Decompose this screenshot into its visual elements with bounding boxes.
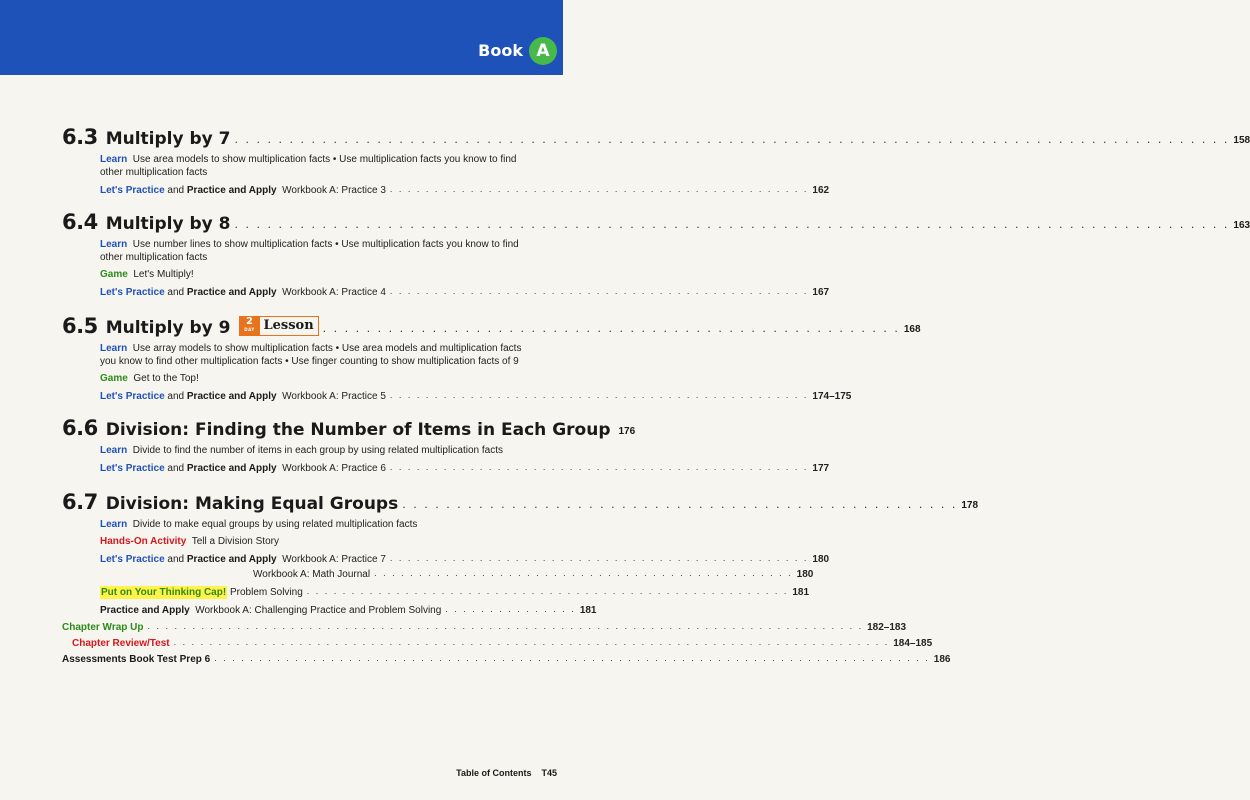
hands-on-item bbox=[100, 535, 532, 548]
section-title: Multiply by 8 bbox=[105, 214, 231, 234]
leader-dots: . . . . . . . . . . . . . . . . . . . . . . . . . . . . . . . . . . . . . . . . . . . . . . . bbox=[389, 184, 809, 194]
section-6-7 bbox=[62, 490, 979, 617]
practice-apply-label: Practice and Apply bbox=[186, 463, 277, 474]
section-page: 178 bbox=[961, 500, 979, 511]
learn-item bbox=[100, 153, 532, 166]
math-journal-row bbox=[100, 567, 814, 581]
leader-dots: . . . . . . . . . . . . . . . . . . . . . . . . . . . . . . . . . . . . . . . . . . . . . . . . . . . . . bbox=[322, 322, 900, 335]
game-text: Get to the Top! bbox=[133, 373, 199, 384]
book-label: Book bbox=[478, 41, 523, 60]
learn-label: Learn bbox=[100, 445, 128, 456]
leader-dots: . . . . . . . . . . . . . . . bbox=[445, 604, 576, 614]
section-page: 158 bbox=[1233, 135, 1250, 146]
section-6-5 bbox=[62, 314, 921, 403]
practice-row bbox=[100, 183, 830, 197]
learn-item-cont bbox=[100, 166, 532, 179]
review-row bbox=[62, 636, 933, 650]
learn-label: Learn bbox=[100, 154, 128, 165]
section-number: 6.6 bbox=[62, 416, 98, 440]
workbook-page: 174–175 bbox=[812, 391, 852, 402]
learn-text: Divide to find the number of items in each group by using related multiplication facts bbox=[132, 445, 503, 456]
workbook-page: 162 bbox=[812, 185, 830, 196]
review-label: Chapter Review/Test bbox=[72, 638, 170, 649]
workbook-page: 180 bbox=[812, 554, 830, 565]
wrap-up-label: Chapter Wrap Up bbox=[62, 622, 144, 633]
leader-dots: . . . . . . . . . . . . . . . . . . . . . . . . . . . . . . . . . . . . . . . . . . . . . . . . . . . . . . . . . . . . . . . . . . . . . . . . . . . . . . . . bbox=[173, 637, 890, 647]
learn-text: Divide to make equal groups by using related multiplication facts bbox=[132, 519, 418, 530]
review-page: 184–185 bbox=[893, 638, 933, 649]
workbook-text: Workbook A: Practice 4 bbox=[282, 287, 386, 298]
challenging-practice-text: Workbook A: Challenging Practice and Problem Solving bbox=[195, 605, 442, 616]
learn-label: Learn bbox=[100, 239, 128, 250]
leader-dots: . . . . . . . . . . . . . . . . . . . . . . . . . . . . . . . . . . . . . . . . . . . . . . . bbox=[389, 462, 809, 472]
learn-text-cont: other multiplication facts bbox=[100, 252, 208, 263]
learn-label: Learn bbox=[100, 343, 128, 354]
hands-on-text: Tell a Division Story bbox=[191, 536, 279, 547]
learn-text-cont: other multiplication facts bbox=[100, 167, 208, 178]
section-title: Multiply by 7 bbox=[105, 129, 231, 149]
workbook-text: Workbook A: Practice 5 bbox=[282, 391, 386, 402]
two-day-lesson-badge bbox=[239, 316, 319, 336]
section-title-row bbox=[62, 314, 921, 338]
workbook-text: Workbook A: Practice 7 bbox=[282, 554, 386, 565]
footer-page-number: T45 bbox=[541, 768, 557, 778]
section-page: 163 bbox=[1233, 220, 1250, 231]
chapter-end-block bbox=[62, 618, 951, 666]
section-page: 168 bbox=[903, 324, 921, 335]
section-page: 176 bbox=[618, 426, 636, 437]
game-item bbox=[100, 372, 532, 385]
learn-text: Use array models to show multiplication facts • Use area models and multiplication facts bbox=[132, 343, 522, 354]
wrap-up-page: 182–183 bbox=[867, 622, 907, 633]
section-6-6 bbox=[62, 416, 830, 475]
leader-dots: . . . . . . . . . . . . . . . . . . . . . . . . . . . . . . . . . . . . . . . . . . . . . . . . . . . . . . . . . . . . . . . . . . . . . . . . . . . . . . . . . . . . . . . . . . . bbox=[234, 133, 1230, 146]
math-journal-text: Workbook A: Math Journal bbox=[253, 569, 371, 580]
book-letter-badge: A bbox=[529, 37, 557, 65]
leader-dots: . . . . . . . . . . . . . . . . . . . . . . . . . . . . . . . . . . . . . . . . . . . . . . . . . . . . . . . . . . . . . . . . . . . . . . . . . . . . . . . . bbox=[214, 653, 930, 663]
thinking-cap-row bbox=[100, 585, 810, 599]
learn-item bbox=[100, 444, 532, 457]
learn-label: Learn bbox=[100, 519, 128, 530]
assessments-page: 186 bbox=[933, 654, 951, 665]
and-text: and bbox=[167, 185, 185, 196]
practice-apply-label: Practice and Apply bbox=[100, 605, 190, 616]
practice-apply-label: Practice and Apply bbox=[186, 185, 277, 196]
section-6-4 bbox=[62, 210, 1250, 299]
learn-item-cont bbox=[100, 355, 532, 368]
leader-dots: . . . . . . . . . . . . . . . . . . . . . . . . . . . . . . . . . . . . . . . . . . . . . . . . . . . bbox=[402, 498, 958, 511]
game-item bbox=[100, 268, 532, 281]
leader-dots: . . . . . . . . . . . . . . . . . . . . . . . . . . . . . . . . . . . . . . . . . . . . . . . . . . . . . . . . . . . . . . . . . . . . . . . . . . . . . . . . bbox=[147, 621, 864, 631]
thinking-cap-label: Put on Your Thinking Cap! bbox=[101, 587, 227, 598]
footer-label: Table of Contents bbox=[456, 768, 532, 778]
leader-dots: . . . . . . . . . . . . . . . . . . . . . . . . . . . . . . . . . . . . . . . . . . . . . . . bbox=[389, 390, 809, 400]
thinking-cap-page: 181 bbox=[792, 587, 810, 598]
day-label: DAY bbox=[244, 327, 255, 332]
learn-text: Use area models to show multiplication facts • Use multiplication facts you know to find bbox=[132, 154, 517, 165]
practice-apply-label: Practice and Apply bbox=[186, 391, 277, 402]
leader-dots: . . . . . . . . . . . . . . . . . . . . . . . . . . . . . . . . . . . . . . . . . . . . . . . bbox=[374, 568, 793, 578]
learn-text: Use number lines to show multiplication facts • Use multiplication facts you know to find bbox=[132, 239, 519, 250]
leader-dots: . . . . . . . . . . . . . . . . . . . . . . . . . . . . . . . . . . . . . . . . . . . . . . . bbox=[389, 553, 809, 563]
page-footer bbox=[456, 768, 557, 778]
lets-practice-label: Let's Practice bbox=[100, 185, 165, 196]
lets-practice-label: Let's Practice bbox=[100, 391, 165, 402]
and-text: and bbox=[167, 463, 185, 474]
section-title-row bbox=[62, 210, 1250, 234]
game-label: Game bbox=[100, 269, 128, 280]
section-title-row bbox=[62, 125, 1250, 149]
leader-dots: . . . . . . . . . . . . . . . . . . . . . . . . . . . . . . . . . . . . . . . . . . . . . . . . . . . . . . . . . . . . . . . . . . . . . . . . . . . . . . . . . . . . . . . . . . . bbox=[234, 218, 1230, 231]
section-title-row bbox=[62, 490, 979, 514]
learn-item bbox=[100, 342, 532, 355]
lets-practice-label: Let's Practice bbox=[100, 554, 165, 565]
section-title: Division: Making Equal Groups bbox=[105, 494, 399, 514]
and-text: and bbox=[167, 287, 185, 298]
practice-apply-label: Practice and Apply bbox=[186, 554, 277, 565]
workbook-page: 177 bbox=[812, 463, 830, 474]
section-number: 6.4 bbox=[62, 210, 98, 234]
learn-item bbox=[100, 238, 532, 251]
practice-apply-label: Practice and Apply bbox=[186, 287, 277, 298]
section-title-row bbox=[62, 416, 636, 440]
game-text: Let's Multiply! bbox=[133, 269, 194, 280]
section-number: 6.3 bbox=[62, 125, 98, 149]
day-count bbox=[240, 317, 260, 335]
leader-dots: . . . . . . . . . . . . . . . . . . . . . . . . . . . . . . . . . . . . . . . . . . . . . . . . . . . . . . bbox=[306, 586, 789, 596]
thinking-cap-text: Problem Solving bbox=[229, 587, 303, 598]
header-band bbox=[0, 0, 563, 75]
hands-on-label: Hands-On Activity bbox=[100, 536, 187, 547]
section-title: Division: Finding the Number of Items in Each Group bbox=[105, 420, 611, 440]
lets-practice-label: Let's Practice bbox=[100, 463, 165, 474]
game-label: Game bbox=[100, 373, 128, 384]
practice-row bbox=[100, 461, 830, 475]
wrap-up-row bbox=[62, 620, 907, 634]
math-journal-page: 180 bbox=[796, 569, 814, 580]
learn-text-cont: you know to find other multiplication facts • Use finger counting to show multiplication facts of 9 bbox=[100, 356, 519, 367]
leader-dots: . . . . . . . . . . . . . . . . . . . . . . . . . . . . . . . . . . . . . . . . . . . . . . . bbox=[389, 286, 809, 296]
practice-row bbox=[100, 552, 830, 566]
day-number: 2 bbox=[246, 316, 253, 327]
practice-row bbox=[100, 389, 852, 403]
workbook-text: Workbook A: Practice 3 bbox=[282, 185, 386, 196]
workbook-page: 167 bbox=[812, 287, 830, 298]
learn-item-cont bbox=[100, 251, 532, 264]
lets-practice-label: Let's Practice bbox=[100, 287, 165, 298]
assessments-label: Assessments Book Test Prep 6 bbox=[62, 654, 211, 665]
learn-item bbox=[100, 518, 532, 531]
and-text: and bbox=[167, 391, 185, 402]
assessments-row bbox=[62, 652, 951, 666]
challenging-practice-row bbox=[100, 603, 597, 617]
practice-row bbox=[100, 285, 830, 299]
section-number: 6.7 bbox=[62, 490, 98, 514]
section-6-3 bbox=[62, 125, 1250, 197]
lesson-label: Lesson bbox=[263, 318, 314, 333]
workbook-text: Workbook A: Practice 6 bbox=[282, 463, 386, 474]
section-title: Multiply by 9 bbox=[105, 318, 231, 338]
and-text: and bbox=[167, 554, 185, 565]
section-number: 6.5 bbox=[62, 314, 98, 338]
challenging-practice-page: 181 bbox=[579, 605, 597, 616]
